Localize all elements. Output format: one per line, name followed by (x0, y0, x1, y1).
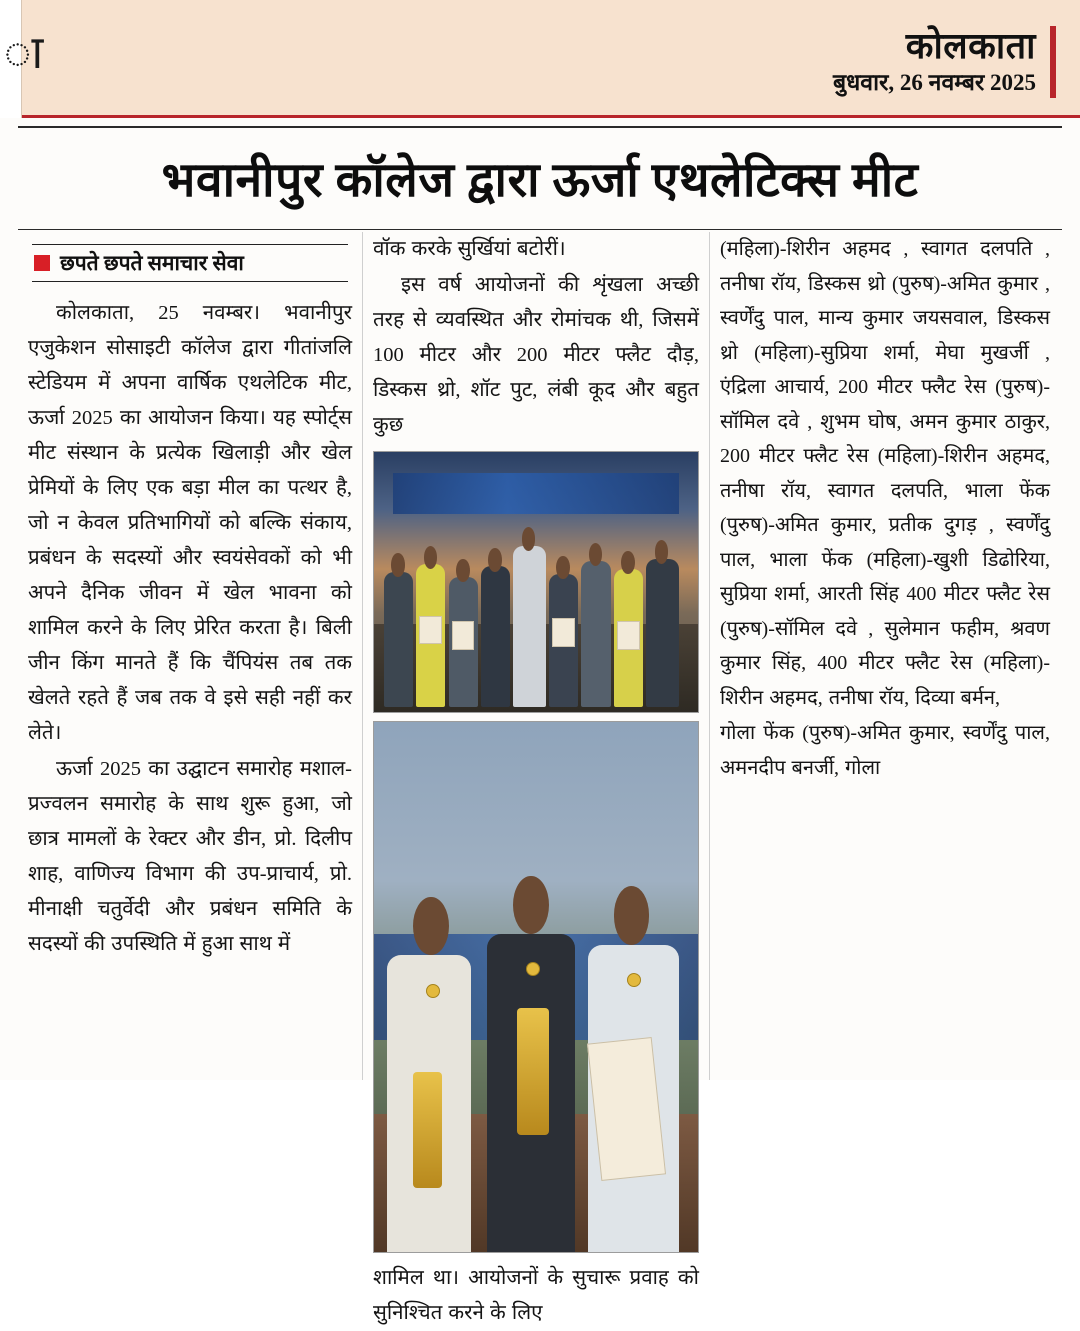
photo-person-head (424, 546, 438, 569)
column-2 (362, 232, 710, 1324)
paragraph: वॉक करके सुर्खियां बटोरीं। (373, 238, 566, 260)
photo-person-head (391, 553, 405, 576)
photo-person (384, 572, 413, 707)
article-headline: भवानीपुर कॉलेज द्वारा ऊर्जा एथलेटिक्स मीट (161, 154, 919, 207)
masthead (0, 0, 1080, 118)
masthead-left-bar (0, 0, 44, 118)
photo-trophy (413, 1072, 442, 1189)
photo-person-head (413, 897, 449, 955)
article-body (18, 232, 1062, 1324)
masthead-edition-block (833, 26, 1056, 98)
paragraph: गोला फेंक (पुरुष)-अमित कुमार, स्वर्णेंदु पाल, अमनदीप बनर्जी, गोला (720, 722, 1050, 779)
byline-marker-icon (34, 255, 50, 271)
photo-person-head (488, 548, 502, 571)
photo-banner (393, 473, 678, 515)
photo-person (513, 546, 545, 707)
photo-certificate (419, 616, 442, 645)
photo-person-head (621, 551, 635, 574)
photo-medal (627, 973, 641, 987)
edition-city: कोलकाता (905, 26, 1036, 66)
paragraph: शामिल था। आयोजनों के सुचारू प्रवाह को सुनिश्चित करने के लिए (373, 1267, 699, 1324)
group-photo-prize-distribution (373, 451, 699, 713)
masthead-left-glyph: ा (4, 27, 44, 78)
photo-person (646, 559, 678, 707)
photo-person-head (456, 559, 470, 582)
paragraph: कोलकाता, 25 नवम्बर। भवानीपुर एजुकेशन सोसाइटी कॉलेज द्वारा गीतांजलि स्टेडियम में अपना वार्षिक एथलेटिक मीट, ऊर्जा 2025 का आयोजन किया। यह स्पोर्ट्स मीट संस्थान के प्रत्येक खिलाड़ी और खेल प्रेमियों के लिए एक बड़ा मील का पत्थर है, जो न केवल प्रतिभागियों को बल्कि संकाय, प्रबंधन के सदस्यों और स्वयंसेवकों को भी अपने दैनिक जीवन में खेल भावना को शामिल करने के लिए प्रेरित करता है। बिली जीन किंग मानते हैं कि चैंपियंस तब तक खेलते रहते हैं जब तक वे इसे सही नहीं कर लेते। (28, 302, 352, 744)
medalists-with-trophies-photo (373, 721, 699, 1253)
photo-person-head (522, 527, 536, 550)
byline (32, 244, 348, 282)
photo-person-head (655, 540, 669, 563)
paragraph: इस वर्ष आयोजनों की शृंखला अच्छी तरह से व्यवस्थित और रोमांचक थी, जिसमें 100 मीटर और 200 मीटर फ्लैट दौड़, डिस्कस थ्रो, शॉट पुट, लंबी कूद और बहुत कुछ (373, 274, 699, 436)
photo-certificate (552, 618, 575, 647)
column-3 (710, 232, 1060, 1080)
photo-person-head (513, 876, 549, 934)
photo-certificate (452, 621, 475, 650)
column-1 (18, 232, 362, 1080)
photo-medal (426, 984, 440, 998)
photo-person (581, 561, 610, 707)
photo-person (481, 566, 510, 706)
headline-container (18, 126, 1062, 230)
photo-certificate (617, 621, 640, 650)
photo-person-head (614, 886, 650, 944)
paragraph: (महिला)-शिरीन अहमद , स्वागत दलपति , तनीषा रॉय, डिस्कस थ्रो (पुरुष)-अमित कुमार , स्वर्णेंदु पाल, मान्य कुमार जयसवाल, डिस्कस थ्रो (महिला)-सुप्रिया शर्मा, मेघा मुखर्जी , एंद्रिला आचार्य, 200 मीटर फ्लैट रेस (पुरुष)-सॉमिल दवे , शुभम घोष, अमन कुमार ठाकुर, 200 मीटर फ्लैट रेस (महिला)-शिरीन अहमद, तनीषा रॉय, स्वागत दलपति, भाला फेंक (पुरुष)-अमित कुमार, प्रतीक दुगड़ , स्वर्णेंदु पाल, भाला फेंक (महिला)-खुशी डिढोरिया, सुप्रिया शर्मा, आरती सिंह 400 मीटर फ्लैट रेस (पुरुष)-सॉमिल दवे , सुलेमान फहीम, श्रवण कुमार सिंह, 400 मीटर फ्लैट रेस (महिला)-शिरीन अहमद, तनीषा रॉय, दिव्या बर्मन, (720, 238, 1050, 709)
edition-date: बुधवार, 26 नवम्बर 2025 (833, 70, 1036, 95)
paragraph: ऊर्जा 2025 का उद्घाटन समारोह मशाल-प्रज्वलन समारोह के साथ शुरू हुआ, जो छात्र मामलों के रेक्टर और डीन, प्रो. दिलीप शाह, वाणिज्य विभाग की उप-प्राचार्य, प्रो. मीनाक्षी चतुर्वेदी और प्रबंधन समिति के सदस्यों की उपस्थिति में हुआ साथ में (28, 758, 352, 955)
photo-trophy (517, 1008, 549, 1135)
byline-text: छपते छपते समाचार सेवा (60, 251, 244, 275)
